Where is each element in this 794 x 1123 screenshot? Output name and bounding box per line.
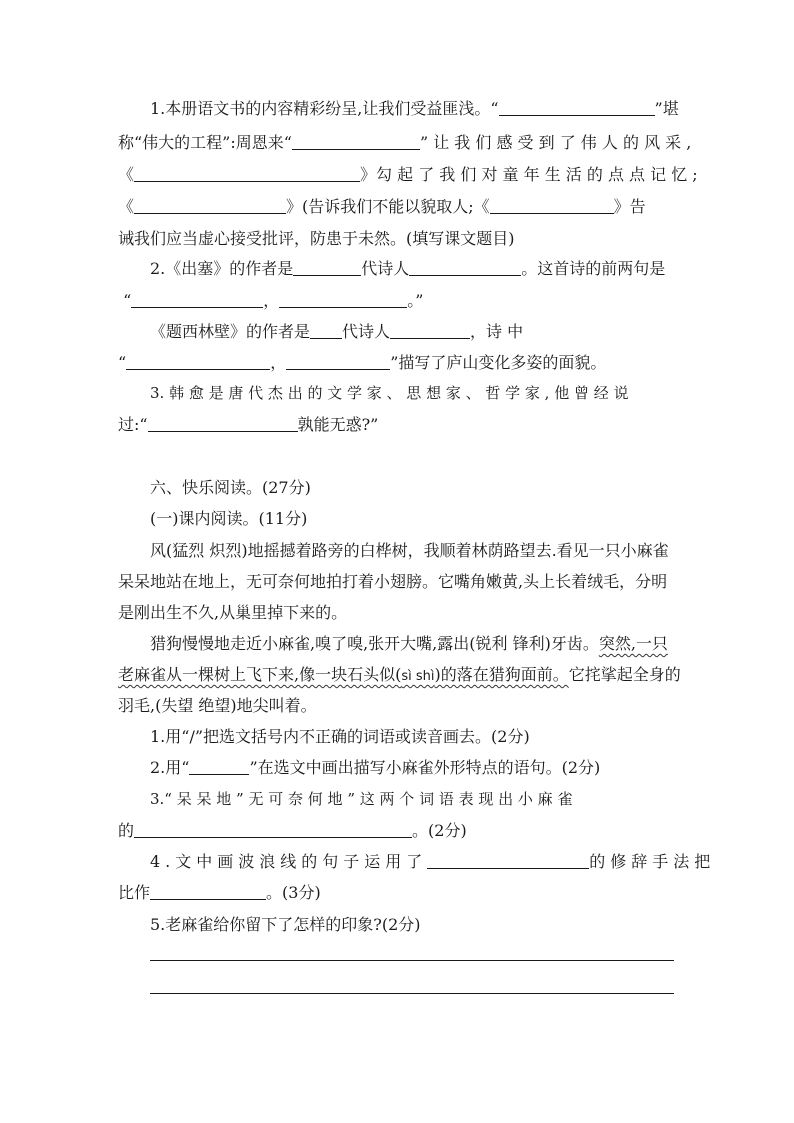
q2-text: 代诗人 — [361, 259, 410, 278]
q2-line-2 — [118, 285, 678, 316]
passage-line — [118, 597, 678, 628]
question-text: 比作 — [118, 883, 151, 902]
q1-text: ”堪 — [654, 99, 679, 118]
blank-field[interactable] — [499, 97, 655, 116]
blank-field[interactable] — [126, 351, 270, 370]
question-text: 的 — [118, 821, 135, 840]
passage-line — [118, 690, 678, 721]
blank-field[interactable] — [293, 257, 361, 276]
q2-text: 。这首诗的前两句是 — [521, 259, 666, 278]
question-text: 5.老麻雀给你留下了怎样的印象?(2分) — [150, 915, 421, 934]
blank-field[interactable] — [148, 413, 298, 432]
reading-q4-line-2 — [118, 877, 678, 908]
passage-text: 它挓挲起全身的 — [568, 665, 681, 684]
q1-text: 称“伟大的工程”:周恩来“ — [118, 133, 292, 152]
q1-text: 》勾 起 了 我 们 对 童 年 生 活 的 点 点 记 忆 ; — [360, 165, 698, 184]
q1-text: 《 — [118, 197, 135, 216]
wavy-underlined-sentence: 突然,一只 — [598, 634, 668, 653]
q2-text: ”描写了庐山变化多姿的面貌。 — [390, 353, 607, 372]
passage-text: 猎狗慢慢地走近小麻雀,嗅了嗅,张开大嘴,露出(锐利 锋利)牙齿。 — [150, 634, 599, 653]
blank-field[interactable] — [134, 163, 360, 182]
section-title: 六、快乐阅读。(27分) — [150, 478, 311, 497]
q1-line-4 — [118, 191, 678, 222]
q2-text: 。” — [407, 291, 424, 310]
q3-text: 3. 韩 愈 是 唐 代 杰 出 的 文 学 家 、 思 想 家 、 哲 学 家 , 他 曾 经 说 — [150, 384, 629, 402]
blank-field[interactable] — [286, 351, 390, 370]
reading-q3 — [150, 784, 678, 815]
blank-field[interactable] — [134, 819, 412, 838]
passage-text: 是刚出生不久,从巢里掉下来的。 — [118, 603, 348, 622]
underline-sample — [189, 756, 249, 775]
q2-text: “ — [118, 353, 127, 372]
section-heading — [150, 472, 678, 503]
subsection-heading — [150, 503, 678, 534]
question-text: ”在选文中画出描写小麻雀外形特点的语句。(2分) — [249, 758, 601, 777]
blank-field[interactable] — [409, 257, 521, 276]
q2-line-1 — [150, 253, 678, 284]
passage-line — [118, 659, 681, 690]
blank-field[interactable] — [279, 289, 407, 308]
answer-line[interactable] — [150, 993, 674, 994]
q1-text: ” 让 我 们 感 受 到 了 伟 人 的 风 采 , — [419, 133, 692, 152]
q1-text: 诫我们应当虚心接受批评，防患于未然。(填写课文题目) — [118, 229, 515, 248]
passage-text: )的落在猎狗面前。 — [434, 665, 569, 684]
q1-text: 》告 — [613, 197, 646, 216]
passage-text: 呆呆地站在地上，无可奈何地拍打着小翅膀。它嘴角嫩黄,头上长着绒毛，分明 — [118, 572, 668, 591]
passage-text: 老麻雀从一棵树上飞下来,像一块石头似( — [118, 665, 402, 684]
blank-field[interactable] — [427, 850, 589, 869]
q3-text: 过:“ — [118, 415, 148, 434]
blank-field[interactable] — [150, 881, 266, 900]
reading-q4 — [150, 846, 716, 877]
reading-q2 — [150, 752, 678, 783]
passage-text: 羽毛,(失望 绝望)地尖叫着。 — [118, 696, 317, 715]
pinyin-options: sì shì — [401, 669, 435, 684]
q2-text: ，诗 中 — [470, 322, 524, 341]
q2-text: ， — [263, 291, 280, 310]
q3-line-1 — [150, 378, 678, 409]
question-text: 。(2分) — [412, 821, 467, 840]
q2-text: ， — [270, 353, 287, 372]
q1-text: 1.本册语文书的内容精彩纷呈,让我们受益匪浅。“ — [150, 99, 499, 118]
question-text: 。(3分) — [266, 883, 321, 902]
q2-line-3 — [150, 316, 678, 347]
question-text: 3.“ 呆 呆 地 ” 无 可 奈 何 地 ” 这 两 个 词 语 表 现 出 小 麻 雀 — [150, 790, 573, 808]
blank-field[interactable] — [131, 289, 263, 308]
answer-line[interactable] — [150, 960, 674, 961]
wavy-underlined-sentence — [118, 665, 569, 684]
reading-q1 — [150, 721, 678, 752]
reading-q5 — [150, 909, 678, 940]
q3-line-2 — [118, 409, 678, 440]
q2-text: “ — [123, 291, 132, 310]
q2-text: 2.《出塞》的作者是 — [150, 259, 294, 278]
q1-line-1 — [150, 93, 678, 124]
q2-text: 《题西林壁》的作者是 — [150, 322, 311, 341]
q2-line-4 — [118, 347, 678, 378]
question-text: 2.用“ — [150, 758, 190, 777]
reading-q3-line-2 — [118, 815, 678, 846]
q1-text: 《 — [118, 165, 135, 184]
blank-field[interactable] — [490, 195, 614, 214]
passage-line — [118, 566, 678, 597]
blank-field[interactable] — [292, 131, 420, 150]
blank-field[interactable] — [134, 195, 286, 214]
q1-line-2 — [118, 127, 692, 158]
q1-line-5 — [118, 223, 678, 254]
question-text: 4.文中画波浪线的句子运用了 — [150, 852, 428, 871]
q2-text: 代诗人 — [342, 322, 391, 341]
question-text: 1.用“/”把选文括号内不正确的词语或读音画去。(2分) — [150, 727, 530, 746]
q3-text: 孰能无惑?” — [297, 415, 379, 434]
passage-line — [150, 628, 678, 659]
passage-text: 风(猛烈 炽烈)地摇撼着路旁的白桦树，我顺着林荫路望去.看见一只小麻雀 — [150, 541, 669, 560]
subsection-title: (一)课内阅读。(11分) — [150, 509, 308, 528]
blank-field[interactable] — [390, 320, 470, 339]
q1-line-3 — [118, 159, 698, 190]
question-text: 的修辞手法把 — [589, 852, 716, 871]
passage-line — [150, 535, 678, 566]
q1-text: 》(告诉我们不能以貌取人;《 — [286, 197, 490, 216]
blank-field[interactable] — [310, 320, 342, 339]
